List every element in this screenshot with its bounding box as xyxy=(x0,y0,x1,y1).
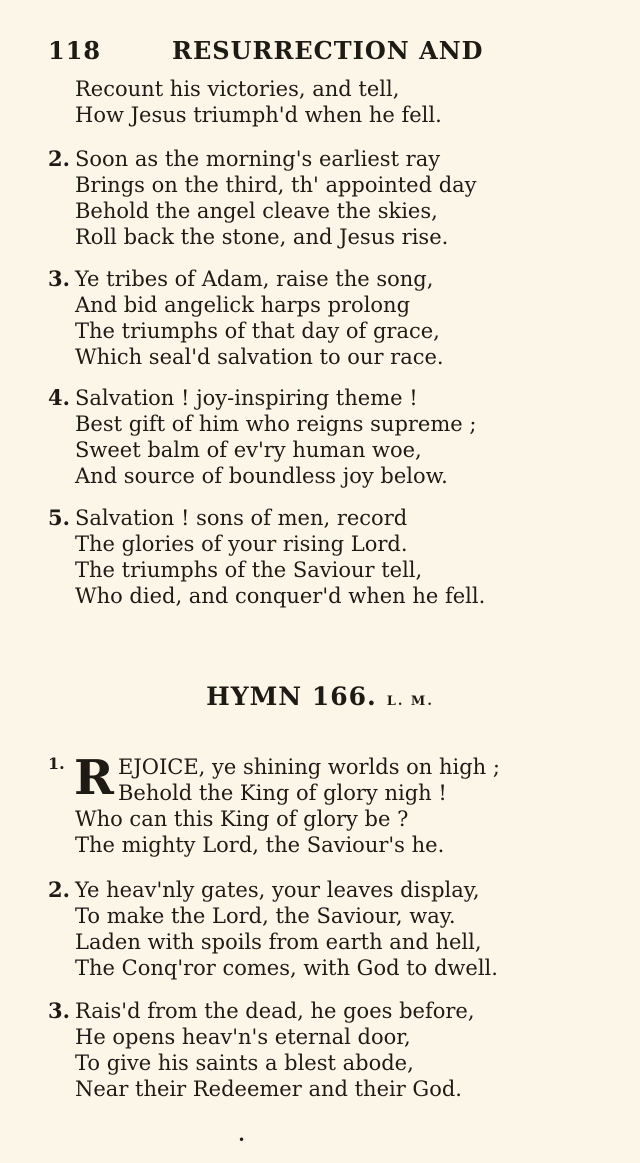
verse-line: Roll back the stone, and Jesus rise. xyxy=(75,225,449,249)
verse-line: Behold the angel cleave the skies, xyxy=(75,199,438,223)
printer-mark-icon: • xyxy=(238,1133,246,1147)
verse-line xyxy=(48,505,528,531)
stanza-number: 2. xyxy=(48,146,70,171)
verse-line: Which seal'd salvation to our race. xyxy=(75,345,444,369)
verse-line xyxy=(48,998,528,1024)
stanza-number: 5. xyxy=(48,505,70,530)
hymn-number: HYMN 166. xyxy=(206,682,377,711)
verse-line: How Jesus triumph'd when he fell. xyxy=(75,103,442,127)
verse-line: And bid angelick harps prolong xyxy=(75,293,411,317)
verse-text: Rais'd from the dead, he goes before, xyxy=(75,999,475,1023)
stanza-5 xyxy=(48,505,528,609)
hymn-stanza-3 xyxy=(48,998,528,1102)
hymn-stanza-2 xyxy=(48,877,528,981)
verse-text: Soon as the morning's earliest ray xyxy=(75,147,441,171)
stanza-number: 3. xyxy=(48,998,70,1023)
dropcap-line xyxy=(48,750,528,806)
stanza-4 xyxy=(48,385,528,489)
verse-line: The mighty Lord, the Saviour's he. xyxy=(75,833,445,857)
verse-line: And source of boundless joy below. xyxy=(75,464,448,488)
verse-text: Ye tribes of Adam, raise the song, xyxy=(75,267,434,291)
continuation-lines xyxy=(48,76,528,128)
stanza-2 xyxy=(48,146,528,250)
hymn-stanza-1 xyxy=(48,750,528,858)
verse-line: Who died, and conquer'd when he fell. xyxy=(75,584,486,608)
verse-line: To give his saints a blest abode, xyxy=(75,1051,414,1075)
verse-line xyxy=(48,266,528,292)
verse-line: The triumphs of that day of grace, xyxy=(75,319,440,343)
running-head: RESURRECTION AND xyxy=(172,36,484,65)
stanza-number: 4. xyxy=(48,385,70,410)
verse-line: Near their Redeemer and their God. xyxy=(75,1077,462,1101)
dropcap-letter: R xyxy=(74,750,114,806)
verse-line: The Conq'ror comes, with God to dwell. xyxy=(75,956,498,980)
stanza-3 xyxy=(48,266,528,370)
verse-line: Best gift of him who reigns supreme ; xyxy=(75,412,477,436)
verse-line: The triumphs of the Saviour tell, xyxy=(75,558,423,582)
verse-line: The glories of your rising Lord. xyxy=(75,532,408,556)
stanza-number: 2. xyxy=(48,877,70,902)
page-number: 118 xyxy=(48,36,102,65)
verse-text: EJOICE, ye shining worlds on high ; xyxy=(118,755,500,779)
stanza-number: 1. xyxy=(48,754,65,773)
verse-line: Recount his victories, and tell, xyxy=(75,77,400,101)
verse-line: Sweet balm of ev'ry human woe, xyxy=(75,438,422,462)
verse-line xyxy=(48,385,528,411)
verse-line xyxy=(48,146,528,172)
stanza-number: 3. xyxy=(48,266,70,291)
verse-line: To make the Lord, the Saviour, way. xyxy=(75,904,456,928)
hymn-title xyxy=(0,682,640,711)
verse-line xyxy=(48,877,528,903)
verse-text: Salvation ! joy-inspiring theme ! xyxy=(75,386,418,410)
verse-line: Who can this King of glory be ? xyxy=(75,807,409,831)
verse-text: Salvation ! sons of men, record xyxy=(75,506,408,530)
verse-text: Behold the King of glory nigh ! xyxy=(118,781,447,805)
verse-text: Ye heav'nly gates, your leaves display, xyxy=(75,878,480,902)
verse-line: Laden with spoils from earth and hell, xyxy=(75,930,482,954)
page-header xyxy=(48,32,488,72)
hymn-meter: L. M. xyxy=(386,694,434,709)
verse-line: He opens heav'n's eternal door, xyxy=(75,1025,411,1049)
verse-line: Brings on the third, th' appointed day xyxy=(75,173,477,197)
